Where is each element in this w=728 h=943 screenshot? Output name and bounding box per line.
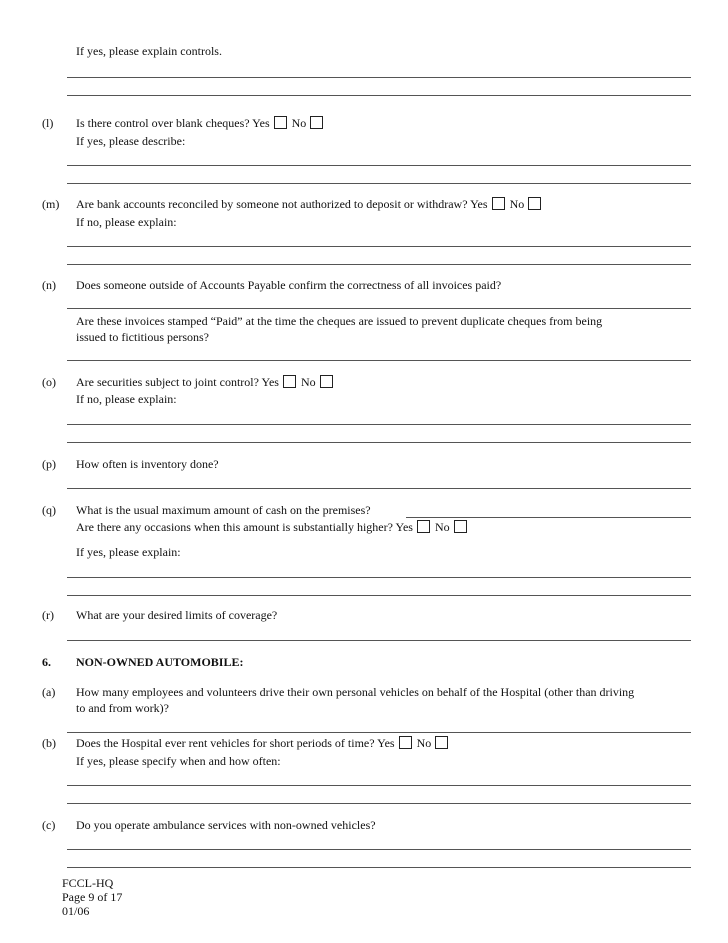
m-question-text: Are bank accounts reconciled by someone not authorized to deposit or withdraw? Yes	[76, 197, 488, 211]
q-question2	[76, 520, 472, 534]
n-answer-line-2[interactable]	[67, 360, 691, 361]
s6a-label: (a)	[42, 685, 56, 699]
s6b-question	[76, 736, 453, 750]
o-followup: If no, please explain:	[76, 392, 177, 406]
s6c-answer-line-2[interactable]	[67, 867, 691, 868]
n-question2-line2: issued to fictitious persons?	[76, 330, 209, 344]
l-question-text: Is there control over blank cheques? Yes	[76, 116, 270, 130]
l-question	[76, 116, 328, 130]
s6c-label: (c)	[42, 818, 56, 832]
s6b-no-text: No	[416, 736, 432, 750]
o-label: (o)	[42, 375, 56, 389]
r-label: (r)	[42, 608, 54, 622]
s6c-question: Do you operate ambulance services with non-owned vehicles?	[76, 818, 376, 832]
m-yes-checkbox[interactable]	[492, 197, 505, 210]
m-no-checkbox[interactable]	[528, 197, 541, 210]
n-label: (n)	[42, 278, 56, 292]
m-answer-line-2[interactable]	[67, 264, 691, 265]
q-label: (q)	[42, 503, 56, 517]
o-question	[76, 375, 338, 389]
o-answer-line-1[interactable]	[67, 424, 691, 425]
l-yes-checkbox[interactable]	[274, 116, 287, 129]
section-6-number: 6.	[42, 655, 51, 669]
o-question-text: Are securities subject to joint control? Yes	[76, 375, 279, 389]
m-answer-line-1[interactable]	[67, 246, 691, 247]
r-answer-line[interactable]	[67, 640, 691, 641]
l-label: (l)	[42, 116, 54, 130]
s6b-answer-line-2[interactable]	[67, 803, 691, 804]
l-answer-line-1[interactable]	[67, 165, 691, 166]
p-label: (p)	[42, 457, 56, 471]
o-no-checkbox[interactable]	[320, 375, 333, 388]
o-answer-line-2[interactable]	[67, 442, 691, 443]
m-followup: If no, please explain:	[76, 215, 177, 229]
l-no-text: No	[291, 116, 307, 130]
p-question: How often is inventory done?	[76, 457, 219, 471]
s6a-question-line1: How many employees and volunteers drive their own personal vehicles on behalf of the Hospital (other than driving	[76, 685, 635, 699]
n-question: Does someone outside of Accounts Payable confirm the correctness of all invoices paid?	[76, 278, 502, 292]
o-no-text: No	[300, 375, 316, 389]
s6b-question-text: Does the Hospital ever rent vehicles for short periods of time? Yes	[76, 736, 395, 750]
s6a-answer-line[interactable]	[67, 732, 691, 733]
m-label: (m)	[42, 197, 60, 211]
k-answer-line-1[interactable]	[67, 77, 691, 78]
l-no-checkbox[interactable]	[310, 116, 323, 129]
s6b-label: (b)	[42, 736, 56, 750]
section-6-title: NON-OWNED AUTOMOBILE:	[76, 655, 244, 669]
q-question2-text: Are there any occasions when this amount is substantially higher? Yes	[76, 520, 413, 534]
o-yes-checkbox[interactable]	[283, 375, 296, 388]
n-question2-line1: Are these invoices stamped “Paid” at the time the cheques are issued to prevent duplicate cheques from being	[76, 314, 603, 328]
s6a-question-line2: to and from work)?	[76, 701, 169, 715]
q-no-text: No	[434, 520, 450, 534]
p-answer-line[interactable]	[67, 488, 691, 489]
s6b-answer-line-1[interactable]	[67, 785, 691, 786]
q-answer-line-1[interactable]	[67, 577, 691, 578]
footer-page-number: Page 9 of 17	[62, 890, 123, 904]
s6c-answer-line-1[interactable]	[67, 849, 691, 850]
s6b-yes-checkbox[interactable]	[399, 736, 412, 749]
k-answer-line-2[interactable]	[67, 95, 691, 96]
q-followup: If yes, please explain:	[76, 545, 181, 559]
q-no-checkbox[interactable]	[454, 520, 467, 533]
m-no-text: No	[509, 197, 525, 211]
q-answer-line-2[interactable]	[67, 595, 691, 596]
footer-date: 01/06	[62, 904, 90, 918]
q-yes-checkbox[interactable]	[417, 520, 430, 533]
k-followup-text: If yes, please explain controls.	[76, 44, 222, 58]
footer-form-code: FCCL-HQ	[62, 876, 114, 890]
q-question: What is the usual maximum amount of cash on the premises?	[76, 503, 371, 517]
r-question: What are your desired limits of coverage?	[76, 608, 278, 622]
m-question	[76, 197, 546, 211]
n-answer-line-1[interactable]	[67, 308, 691, 309]
s6b-no-checkbox[interactable]	[435, 736, 448, 749]
l-answer-line-2[interactable]	[67, 183, 691, 184]
s6b-followup: If yes, please specify when and how often:	[76, 754, 281, 768]
q-cash-amount-line[interactable]	[406, 517, 691, 518]
l-followup: If yes, please describe:	[76, 134, 186, 148]
